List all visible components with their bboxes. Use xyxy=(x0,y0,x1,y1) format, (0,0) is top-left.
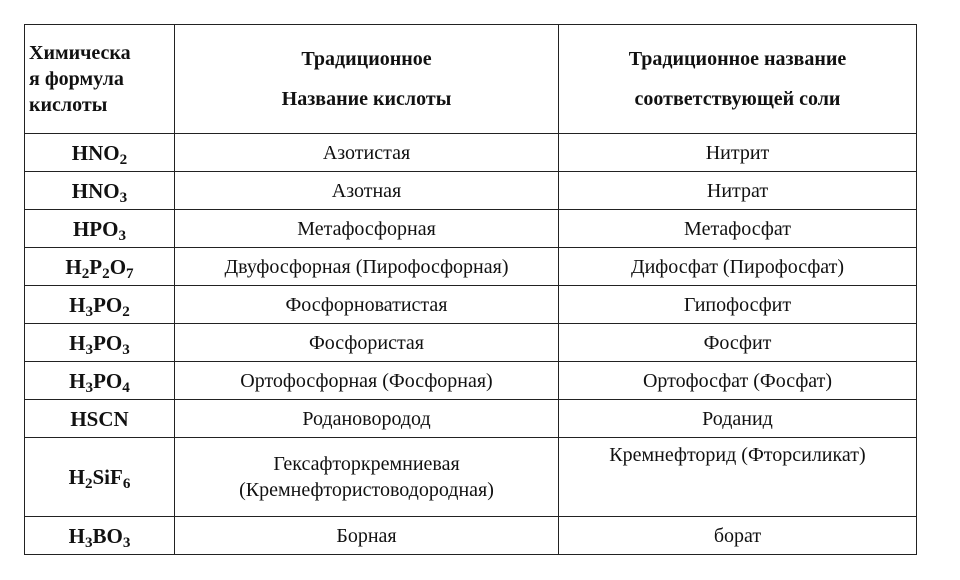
acid-name-cell xyxy=(175,362,559,400)
salt-name: Фосфит xyxy=(703,331,772,354)
header-salt-line: соответствующей соли xyxy=(634,88,841,110)
formula-text: P xyxy=(89,254,103,279)
salt-name-cell xyxy=(559,362,917,400)
salt-name: Нитрат xyxy=(706,179,769,202)
table-row xyxy=(25,362,917,400)
formula-text: H xyxy=(69,292,86,317)
acid-name: Азотистая xyxy=(322,141,411,164)
acid-formula-cell xyxy=(25,286,175,324)
acid-name: (Кремнефтористоводородная) xyxy=(239,479,494,501)
acid-name: Азотная xyxy=(331,179,402,202)
table-row xyxy=(25,248,917,286)
formula-subscript: 3 xyxy=(122,534,131,551)
acid-name-cell xyxy=(175,400,559,438)
table-row xyxy=(25,400,917,438)
formula-text: H xyxy=(68,523,85,548)
formula-subscript: 3 xyxy=(85,379,94,396)
formula-subscript: 3 xyxy=(118,227,127,244)
header-formula-line: Химическа xyxy=(29,42,131,64)
acid-name: Гексафторкремниевая xyxy=(273,453,460,475)
header-row xyxy=(25,25,917,134)
table-row xyxy=(25,286,917,324)
salt-name-cell xyxy=(559,286,917,324)
acid-formula-cell xyxy=(25,210,175,248)
formula-subscript: 2 xyxy=(81,265,90,282)
table-row xyxy=(25,172,917,210)
acid-formula-cell xyxy=(25,324,175,362)
formula-subscript: 2 xyxy=(84,475,93,492)
formula-text: O xyxy=(109,254,127,279)
formula-text: BO xyxy=(92,523,123,548)
formula-subscript: 3 xyxy=(84,534,93,551)
table-row xyxy=(25,134,917,172)
formula-text: H xyxy=(65,254,82,279)
acid-name: Родановородод xyxy=(302,407,431,430)
salt-name: Гипофосфит xyxy=(683,293,792,316)
acid-name-cell xyxy=(175,324,559,362)
formula-subscript: 6 xyxy=(122,475,131,492)
salt-name-cell xyxy=(559,400,917,438)
formula-subscript: 3 xyxy=(122,341,130,358)
header-acid-line: Традиционное xyxy=(301,48,432,70)
formula-text: PO xyxy=(93,368,123,393)
salt-name-cell xyxy=(559,172,917,210)
salt-name: Нитрит xyxy=(705,141,770,164)
salt-name: Метафосфат xyxy=(684,217,791,240)
formula-subscript: 3 xyxy=(119,189,128,206)
formula-text: H xyxy=(68,465,85,489)
acid-formula-cell xyxy=(25,134,175,172)
formula-subscript: 2 xyxy=(119,151,128,168)
acid-name-cell xyxy=(175,517,559,555)
acid-formula-cell xyxy=(25,438,175,517)
salt-name-cell xyxy=(559,438,917,517)
header-acid-name xyxy=(175,25,559,134)
table-row xyxy=(25,438,917,517)
table-row xyxy=(25,210,917,248)
acid-name: Двуфосфорная (Пирофосфорная) xyxy=(224,255,509,278)
formula-text: PO xyxy=(93,292,123,317)
header-salt-line: Традиционное название xyxy=(628,48,847,70)
formula-subscript: 2 xyxy=(102,265,110,282)
formula-text: HPO xyxy=(72,216,119,241)
acid-name-cell xyxy=(175,210,559,248)
salt-name-cell xyxy=(559,210,917,248)
acid-name-cell xyxy=(175,438,559,517)
acid-name: Борная xyxy=(336,524,397,547)
salt-name-cell xyxy=(559,324,917,362)
acid-formula-cell xyxy=(25,517,175,555)
salt-name: Ортофосфат (Фосфат) xyxy=(642,369,833,392)
header-formula xyxy=(25,25,175,134)
acid-name-cell xyxy=(175,248,559,286)
formula-text: HNO xyxy=(71,140,120,165)
formula-text: HNO xyxy=(71,178,120,203)
formula-text: SiF xyxy=(92,465,123,489)
table-body xyxy=(25,134,917,555)
acid-name: Ортофосфорная (Фосфорная) xyxy=(240,369,493,392)
acid-name: Фосфористая xyxy=(308,331,425,354)
header-formula-line: кислоты xyxy=(29,94,108,116)
header-formula-line: я формула xyxy=(29,68,124,90)
table-row xyxy=(25,517,917,555)
acid-name-cell xyxy=(175,172,559,210)
formula-subscript: 7 xyxy=(126,265,134,282)
salt-name-cell xyxy=(559,517,917,555)
salt-name: борат xyxy=(713,524,762,547)
formula-text: H xyxy=(69,330,86,355)
acid-formula-cell xyxy=(25,172,175,210)
salt-name: Кремнефторид (Фторсиликат) xyxy=(609,444,866,466)
acid-name-cell xyxy=(175,134,559,172)
acid-formula-cell xyxy=(25,362,175,400)
salt-name-cell xyxy=(559,248,917,286)
formula-subscript: 3 xyxy=(85,341,94,358)
acid-formula-cell xyxy=(25,400,175,438)
header-salt-name xyxy=(559,25,917,134)
acid-formula-cell xyxy=(25,248,175,286)
acid-name: Фосфорноватистая xyxy=(285,293,448,316)
salt-name: Дифосфат (Пирофосфат) xyxy=(630,255,845,278)
formula-text: H xyxy=(69,368,86,393)
acid-name: Метафосфорная xyxy=(297,217,436,240)
acid-name-cell xyxy=(175,286,559,324)
formula-text: HSCN xyxy=(70,406,129,431)
formula-subscript: 3 xyxy=(85,303,94,320)
formula-subscript: 2 xyxy=(122,303,130,320)
acid-salt-table xyxy=(24,24,917,555)
formula-subscript: 4 xyxy=(122,379,130,396)
header-acid-line: Название кислоты xyxy=(281,88,452,110)
table-row xyxy=(25,324,917,362)
formula-text: PO xyxy=(93,330,123,355)
salt-name: Роданид xyxy=(702,407,773,430)
salt-name-cell xyxy=(559,134,917,172)
